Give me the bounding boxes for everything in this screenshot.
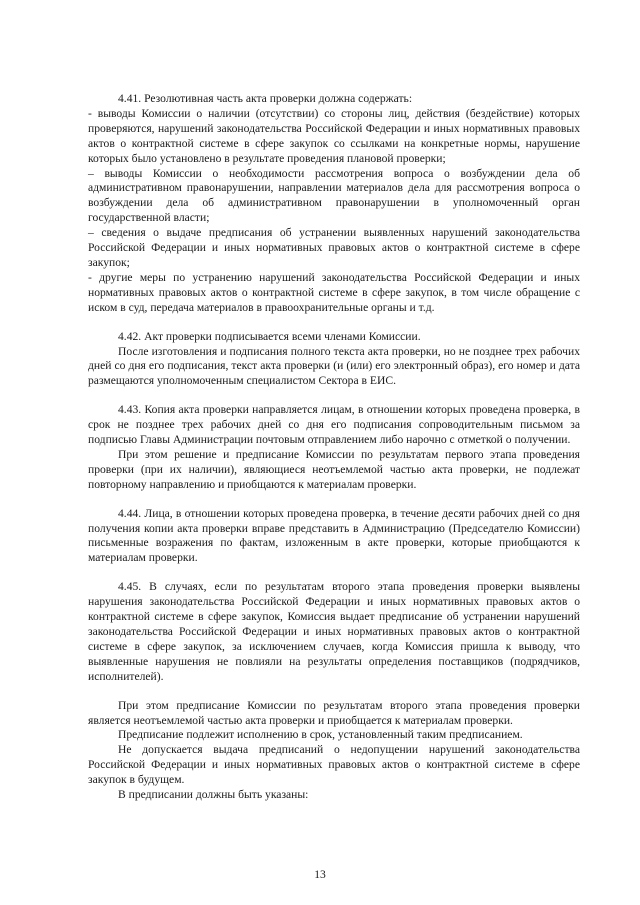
clause-4-44: 4.44. Лица, в отношении которых проведена проверка, в течение десяти рабочих дней со дня получения копии акта проверки вправе представить в Администрацию (Председателю Комиссии) письменные возражения по фактам, изложенным в акте проверки, которые приобщаются к материалам проверки. (88, 506, 580, 565)
paragraph-gap (88, 566, 580, 580)
clause-4-45: 4.45. В случаях, если по результатам второго этапа проведения проверки выявлены нарушения законодательства Российской Федерации и иных нормативных правовых актов о контрактной системе в сфере закупок, Комиссия выдает предписание об устранении нарушений законодательства Российской Федерации и иных нормативных правовых актов о контрактной системе в сфере закупок, за исключением случаев, когда Комиссия пришла к выводу, что выявленные нарушения не повлияли на результаты определения поставщиков (подрядчиков, исполнителей). (88, 580, 580, 683)
list-item-administrative-case: – выводы Комиссии о необходимости рассмотрения вопроса о возбуждении дела об административном правонарушении, направлении материалов дела для рассмотрения вопроса о возбуждении дела об административном правонарушении в уполномоченный орган государственной власти; (88, 166, 580, 225)
page-number: 13 (314, 868, 326, 881)
clause-4-45-prescription-part: При этом предписание Комиссии по результатам второго этапа проведения проверки является неотъемлемой частью акта проверки и приобщается к материалам проверки. (88, 698, 580, 727)
list-item-other-measures: - другие меры по устранению нарушений законодательства Российской Федерации и иных нормативных правовых актов о контрактной системе в сфере закупок, в том числе обращение с иском в суд, передача материалов в правоохранительные органы и т.д. (88, 270, 580, 314)
list-item-commission-findings: - выводы Комиссии о наличии (отсутствии) со стороны лиц, действия (бездействие) которых проверяются, нарушений законодательства Российской Федерации и иных нормативных правовых актов о контрактной системе в сфере закупок со ссылками на конкретные нормы, нарушение которых было установлено в результате проведения плановой проверки; (88, 106, 580, 165)
clause-4-45-prohibition: Не допускается выдача предписаний о недопущении нарушений законодательства Российской Федерации и иных нормативных правовых актов о контрактной системе в сфере закупок в будущем. (88, 743, 580, 787)
list-item-prescription-issue: – сведения о выдаче предписания об устранении выявленных нарушений законодательства Российской Федерации и иных нормативных правовых актов о контрактной системе в сфере закупок; (88, 226, 580, 269)
clause-4-45-execution: Предписание подлежит исполнению в срок, установленный таким предписанием. (118, 728, 523, 742)
clause-4-43: 4.43. Копия акта проверки направляется лицам, в отношении которых проведена проверка, в срок не позднее трех рабочих дней со дня его подписания сопроводительным письмом за подписью Главы Администрации почтовым отправлением либо нарочно с отметкой о получении. (88, 403, 580, 447)
clause-4-42: 4.42. Акт проверки подписывается всеми членами Комиссии. (118, 329, 421, 343)
clause-4-43-note: При этом решение и предписание Комиссии по результатам первого этапа проведения проверки (при их наличии), являющиеся неотъемлемой частью акта проверки, не подлежат повторному направлению и приобщаются к материалам проверки. (88, 447, 580, 491)
paragraph-gap (88, 389, 580, 403)
paragraph-gap (88, 316, 580, 330)
paragraph-gap (88, 685, 580, 699)
clause-4-45-contents-intro: В предписании должны быть указаны: (118, 788, 309, 802)
document-body (88, 92, 580, 803)
clause-4-41-heading: 4.41. Резолютивная часть акта проверки должна содержать: (118, 92, 413, 105)
paragraph-gap (88, 493, 580, 507)
clause-4-42-publication: После изготовления и подписания полного текста акта проверки, но не позднее трех рабочих дней со дня его подписания, текст акта проверки (и (или) его электронный образ), его номер и дата размещаются уполномоченным специалистом Сектора в ЕИС. (88, 344, 580, 388)
